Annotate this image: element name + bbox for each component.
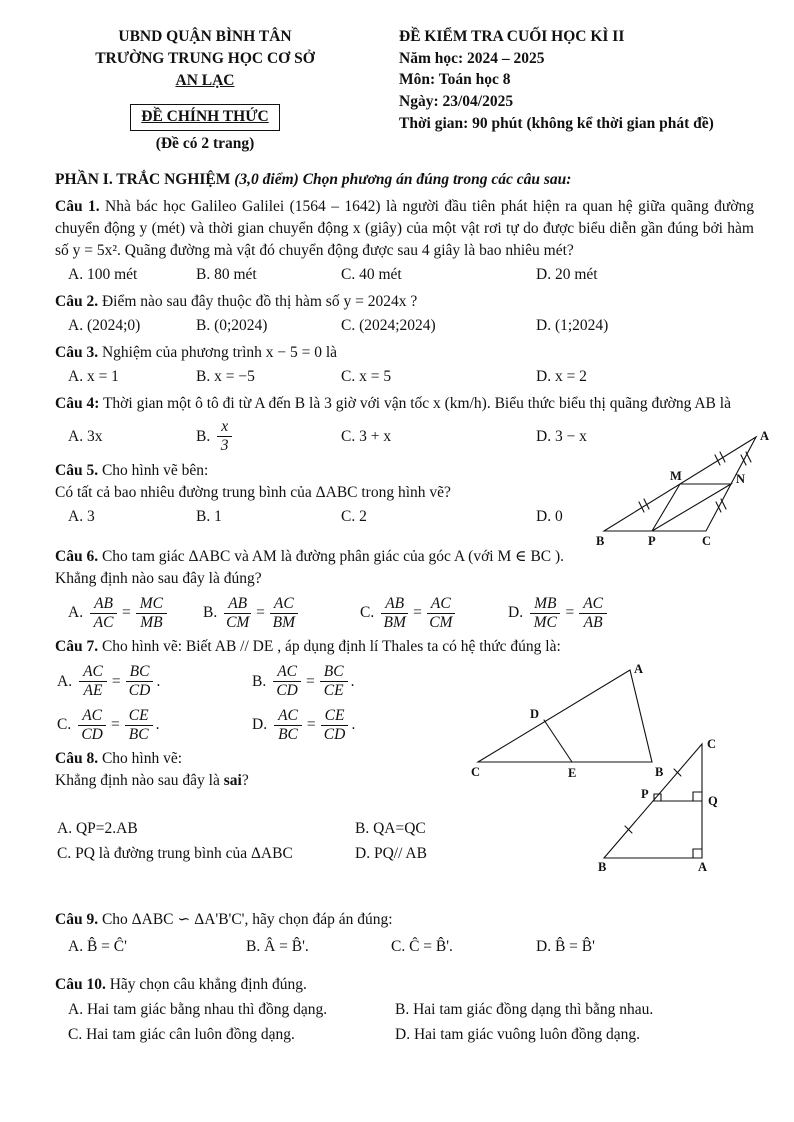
option-c: C. Ĉ = B̂'. <box>391 938 453 956</box>
exam-duration: Thời gian: 90 phút (không kể thời gian phát đề) <box>399 114 714 132</box>
question-2 <box>55 291 754 337</box>
question-4-text: Thời gian một ô tô đi từ A đến B là 3 giờ với vận tốc x (km/h). Biểu thức biểu thị quãng đường AB là <box>102 395 731 412</box>
school-branch: AN LẠC <box>175 72 235 89</box>
vertex-label-B: B <box>596 534 605 547</box>
part1-title: PHẦN I. TRẮC NGHIỆM <box>55 171 231 188</box>
option-a: A. 3x <box>68 427 103 445</box>
vertex-label-C: C <box>707 737 717 752</box>
vertex-label-A: A <box>634 662 644 677</box>
question-9-text: Cho ΔABC ∽ ΔA'B'C', hãy chọn đáp án đúng: <box>101 911 393 929</box>
subject: Môn: Toán học 8 <box>399 71 511 89</box>
option-d: D. PQ// AB <box>355 845 427 863</box>
option-c: C. x = 5 <box>341 368 392 385</box>
option-a: A. x = 1 <box>68 368 119 385</box>
option-b: B. $\frac{x}{3}$ <box>196 419 341 455</box>
official-exam-box: ĐỀ CHÍNH THỨC <box>130 104 279 131</box>
option-b: B. 1 <box>196 507 222 525</box>
question-7-label: Câu 7. <box>55 638 99 656</box>
option-d: D. 20 mét <box>536 266 598 283</box>
vertex-label-A: A <box>698 860 708 873</box>
question-6-text1: Cho tam giác ΔABC và AM là đường phân giác của góc A (với M ∈ BC ). <box>101 547 565 565</box>
question-1 <box>55 196 754 286</box>
option-c: C. 2 <box>341 507 367 525</box>
option-a: A. QP=2.AB <box>57 820 138 838</box>
option-b: B. x = −5 <box>196 368 255 385</box>
vertex-label-C: C <box>471 765 481 780</box>
question-8-text1: Cho hình vẽ: <box>101 750 183 768</box>
exam-header <box>55 26 754 155</box>
question-10-options <box>68 999 754 1046</box>
option-b: B. 80 mét <box>196 266 257 283</box>
question-8-bold-word: sai <box>223 772 242 790</box>
question-2-text: Điểm nào sau đây thuộc đồ thị hàm số y = 2024x ? <box>101 293 418 310</box>
question-7-options <box>57 664 527 743</box>
question-3-text: Nghiệm của phương trình x − 5 = 0 là <box>101 344 338 361</box>
header-left-block <box>55 26 355 155</box>
header-right-block <box>355 26 754 155</box>
triangle-figure-q5 <box>594 427 774 547</box>
question-3-options <box>68 366 754 388</box>
school-name: TRƯỜNG TRUNG HỌC CƠ SỞ <box>95 50 315 67</box>
question-10 <box>55 974 754 1046</box>
question-8-label: Câu 8. <box>55 750 99 768</box>
question-3-label: Câu 3. <box>55 344 99 361</box>
question-6-options <box>68 596 754 632</box>
option-d: D. 3 − x <box>536 427 587 445</box>
option-d: D. 0 <box>536 507 563 525</box>
option-c: C. PQ là đường trung bình của ΔABC <box>57 845 293 863</box>
question-8-text2: Khẳng định nào sau đây là <box>55 772 224 790</box>
vertex-label-B: B <box>598 860 607 873</box>
vertex-label-M: M <box>670 469 682 483</box>
question-6 <box>55 546 754 632</box>
option-d: D. x = 2 <box>536 368 587 385</box>
exam-date: Ngày: 23/04/2025 <box>399 93 514 111</box>
option-b: B. $\frac{AC}{CD}$ = $\frac{BC}{CE}$ . <box>252 663 355 700</box>
vertex-label-N: N <box>736 472 746 486</box>
question-9 <box>55 909 754 958</box>
option-d: D. (1;2024) <box>536 317 609 334</box>
vertex-label-P: P <box>641 787 649 802</box>
fraction: $\frac{x}{3}$ <box>217 419 232 455</box>
option-d: D. $\frac{AC}{BC}$ = $\frac{CE}{CD}$ . <box>252 706 356 743</box>
exam-title: ĐỀ KIỂM TRA CUỐI HỌC KÌ II <box>399 28 625 45</box>
question-9-options <box>68 936 754 958</box>
option-c: C. Hai tam giác cân luôn đồng dạng. <box>68 1026 295 1044</box>
issuing-authority: UBND QUẬN BÌNH TÂN <box>118 28 292 45</box>
vertex-label-A: A <box>760 429 770 443</box>
question-4-label: Câu 4: <box>55 395 100 412</box>
option-d: D. Hai tam giác vuông luôn đồng dạng. <box>395 1026 640 1044</box>
option-c: C. (2024;2024) <box>341 317 436 334</box>
question-1-options <box>68 264 754 286</box>
question-8: C P Q B A Câu 8. Cho hình vẽ: Khẳng định nào sau đây là sai? A. QP=2.AB B. QA=QC C. PQ là đường trung bình của ΔABC D. PQ// AB <box>55 748 754 865</box>
vertex-label-P: P <box>648 534 656 547</box>
part1-heading <box>55 169 754 191</box>
vertex-label-D: D <box>530 707 540 722</box>
option-c: C. 3 + x <box>341 427 392 445</box>
option-b: B. QA=QC <box>355 820 426 838</box>
question-7-text: Cho hình vẽ: Biết AB // DE , áp dụng định lí Thales ta có hệ thức đúng là: <box>101 638 561 656</box>
vertex-label-B: B <box>655 765 664 780</box>
option-a: A. $\frac{AB}{AC}$ = $\frac{MC}{MB}$ <box>68 596 203 632</box>
option-a: A. 3 <box>68 507 95 525</box>
question-6-label: Câu 6. <box>55 547 99 565</box>
option-c: C. $\frac{AC}{CD}$ = $\frac{CE}{BC}$ . <box>57 706 160 743</box>
part1-subtitle: (3,0 điểm) Chọn phương án đúng trong các câu sau: <box>230 171 572 188</box>
vertex-label-C: C <box>702 534 712 547</box>
option-b: B. Â = B̂'. <box>246 938 309 956</box>
option-a: A. $\frac{AC}{AE}$ = $\frac{BC}{CD}$ . <box>57 663 161 700</box>
question-3 <box>55 342 754 388</box>
question-2-options <box>68 315 754 337</box>
question-5-label: Câu 5. <box>55 461 99 479</box>
question-6-text2: Khẳng định nào sau đây là đúng? <box>55 569 262 587</box>
option-b: B. Hai tam giác đồng dạng thì bằng nhau. <box>395 1001 654 1019</box>
option-d: D. $\frac{MB}{MC}$ = $\frac{AC}{AB}$ <box>508 596 754 632</box>
vertex-label-E: E <box>568 766 577 781</box>
question-4-5-block <box>55 393 770 547</box>
question-1-text: Nhà bác học Galileo Galilei (1564 – 1642) là người đầu tiên phát hiện ra quan hệ giữa quãng đường chuyển động y (mét) và thời gian chuyển động x (giây) của một vật rơi tự do được biểu diễn gần đúng bởi hàm số y = 5x². Quãng đường mà vật đó chuyển động được sau 4 giây là bao nhiêu mét? <box>55 198 754 259</box>
option-a: A. Hai tam giác bằng nhau thì đồng dạng. <box>68 1001 328 1019</box>
question-10-label: Câu 10. <box>55 976 106 994</box>
triangle-figure-q8 <box>598 734 720 872</box>
school-year: Năm học: 2024 – 2025 <box>399 49 545 67</box>
option-b: B. (0;2024) <box>196 317 268 334</box>
question-5-text2: Có tất cả bao nhiêu đường trung bình của ΔABC trong hình vẽ? <box>55 483 451 501</box>
option-c: C. $\frac{AB}{BM}$ = $\frac{AC}{CM}$ <box>360 596 508 632</box>
question-8-options <box>57 818 617 865</box>
question-2-label: Câu 2. <box>55 293 99 310</box>
question-5-text1: Cho hình vẽ bên: <box>101 461 209 479</box>
option-a: A. 100 mét <box>68 266 138 283</box>
option-d: D. B̂ = B̂' <box>536 938 595 956</box>
option-c: C. 40 mét <box>341 266 402 283</box>
question-1-label: Câu 1. <box>55 198 100 215</box>
option-b: B. $\frac{AB}{CM}$ = $\frac{AC}{BM}$ <box>203 596 360 632</box>
question-10-text: Hãy chọn câu khẳng định đúng. <box>109 976 307 994</box>
option-a: A. B̂ = Ĉ' <box>68 938 127 956</box>
vertex-label-Q: Q <box>708 794 718 809</box>
question-9-label: Câu 9. <box>55 911 99 929</box>
pages-note: (Đề có 2 trang) <box>155 135 255 152</box>
option-a: A. (2024;0) <box>68 317 141 334</box>
